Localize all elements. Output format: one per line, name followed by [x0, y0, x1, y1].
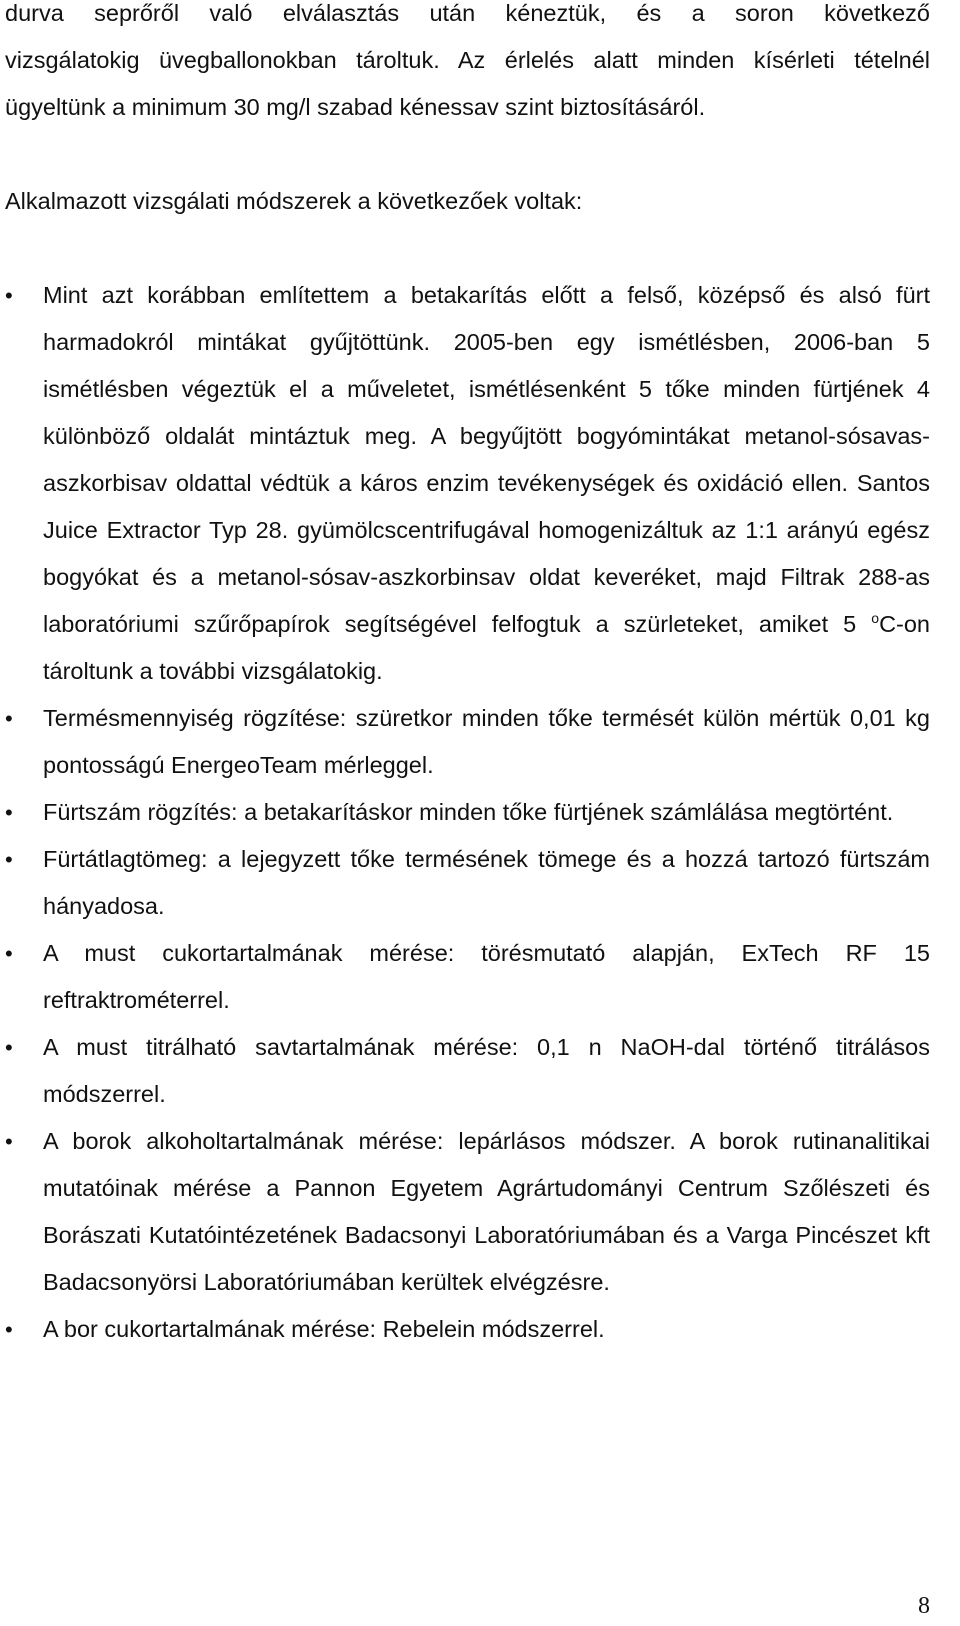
methods-heading: Alkalmazott vizsgálati módszerek a következőek voltak: — [5, 188, 583, 214]
list-item-text-continued: C-on tároltunk a további vizsgálatokig. — [43, 611, 930, 684]
intro-line-1: durva seprőről való elválasztás után kéneztük, és a soron következő — [5, 0, 930, 26]
list-item-must-sugar — [5, 930, 930, 1024]
degree-superscript: o — [871, 610, 880, 626]
list-item-text: A must cukortartalmának mérése: törésmutató alapján, ExTech RF 15 reftraktrométerrel. — [43, 940, 930, 1013]
list-item-text: Fürtszám rögzítés: a betakarításkor minden tőke fürtjének számlálása megtörtént. — [43, 799, 894, 825]
bullet-icon: • — [5, 941, 13, 966]
bullet-icon: • — [5, 1129, 13, 1154]
list-item-text: A borok alkoholtartalmának mérése: lepárlásos módszer. A borok rutinanalitikai mutatóinak mérése a Pannon Egyetem Agrártudományi Centrum Szőlészeti és Borászati Kutatóintézetének Badacsonyi Laboratóriumában és a Varga Pincészet kft Badacsonyörsi Laboratóriumában kerültek elvégzésre. — [43, 1128, 930, 1295]
list-item-sampling — [5, 272, 930, 695]
intro-paragraph — [5, 0, 930, 131]
list-item-cluster-count — [5, 789, 930, 836]
bullet-icon: • — [5, 800, 13, 825]
list-item-text: A must titrálható savtartalmának mérése: 0,1 n NaOH-dal történő titrálásos módszerrel. — [43, 1034, 930, 1107]
intro-line-2: vizsgálatokig üvegballonokban tároltuk. Az érlelés alatt minden kísérleti tételnél — [5, 47, 930, 73]
list-item-wine-sugar — [5, 1306, 930, 1353]
list-item-text: Fürtátlagtömeg: a lejegyzett tőke termésének tömege és a hozzá tartozó fürtszám hányadosa. — [43, 846, 930, 919]
document-page — [5, 0, 930, 1353]
bullet-icon: • — [5, 1035, 13, 1060]
list-item-text: A bor cukortartalmának mérése: Rebelein módszerrel. — [43, 1316, 605, 1342]
bullet-icon: • — [5, 283, 13, 308]
list-item-must-acid — [5, 1024, 930, 1118]
bullet-icon: • — [5, 1317, 13, 1342]
page-number: 8 — [918, 1593, 930, 1619]
list-item-text: Termésmennyiség rögzítése: szüretkor minden tőke termését külön mértük 0,01 kg pontosságú EnergeoTeam mérleggel. — [43, 705, 930, 778]
methods-list — [5, 272, 930, 1353]
bullet-icon: • — [5, 847, 13, 872]
list-item-cluster-weight — [5, 836, 930, 930]
list-item-text: Mint azt korábban említettem a betakarítás előtt a felső, középső és alsó fürt harmadokról mintákat gyűjtöttünk. 2005-ben egy ismétlésben, 2006-ban 5 ismétlésben végeztük el a műveletet, ismétlésenként 5 tőke minden fürtjének 4 különböző oldalát mintáztuk meg. A begyűjtött bogyómintákat metanol-sósavas-aszkorbisav oldattal védtük a káros enzim tevékenységek és oxidáció ellen. Santos Juice Extractor Typ 28. gyümölcscentrifugával homogenizáltuk az 1:1 arányú egész bogyókat és a metanol-sósav-aszkorbinsav oldat keveréket, majd Filtrak 288-as laboratóriumi szűrőpapírok segítségével felfogtuk a szürleteket, amiket 5 — [43, 282, 930, 637]
list-item-wine-alcohol — [5, 1118, 930, 1306]
list-item-yield — [5, 695, 930, 789]
bullet-icon: • — [5, 706, 13, 731]
intro-line-3: ügyeltünk a minimum 30 mg/l szabad kénessav szint biztosításáról. — [5, 94, 706, 120]
